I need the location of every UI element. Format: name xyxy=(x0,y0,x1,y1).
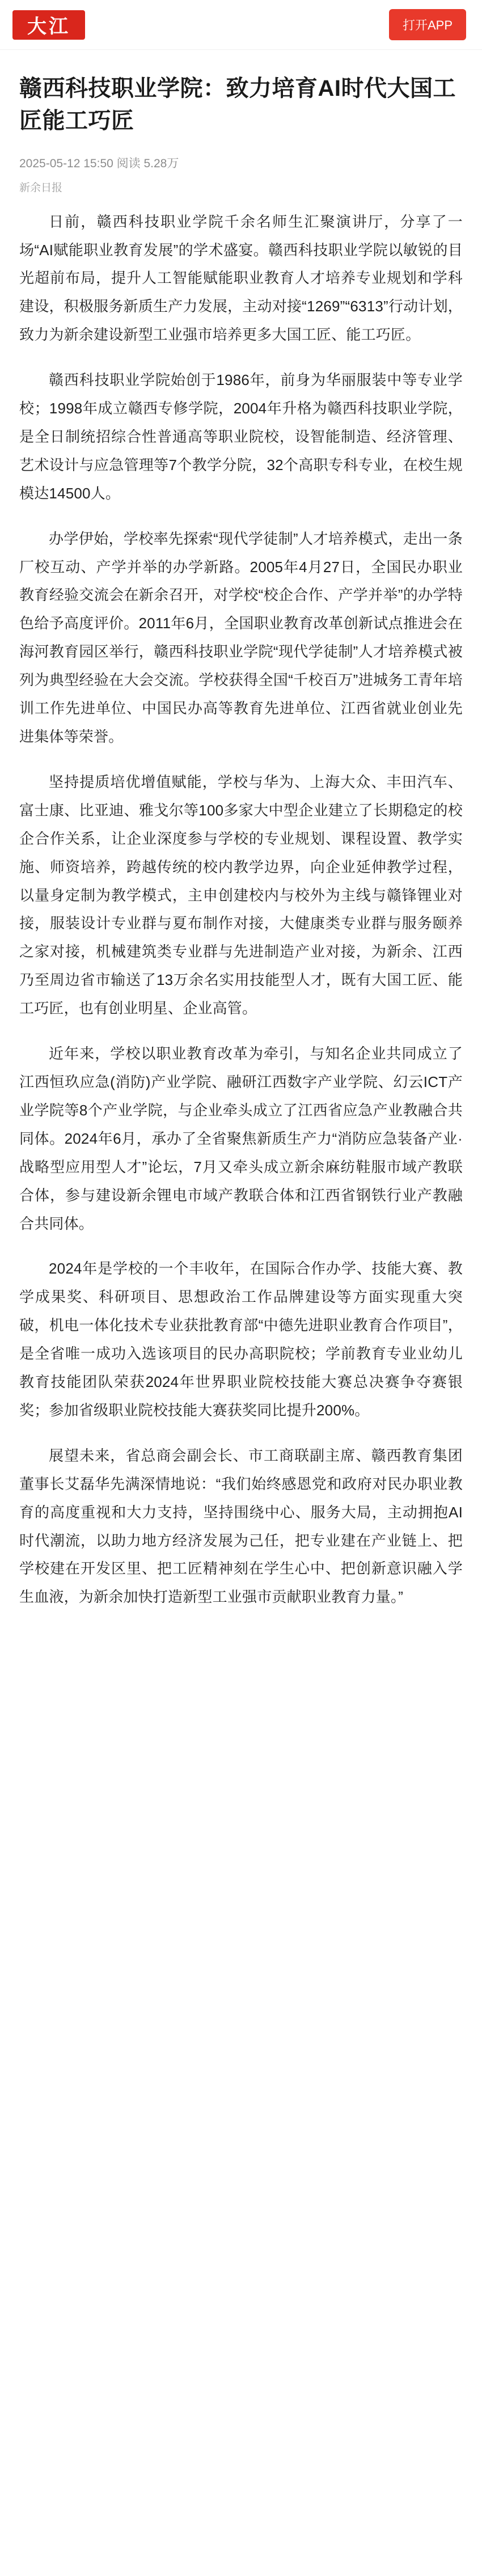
article-paragraph: 赣西科技职业学院始创于1986年，前身为华丽服装中等专业学校；1998年成立赣西专修学院，2004年升格为赣西科技职业学院，是全日制统招综合性普通高等职业院校，设智能制造、经济管理、艺术设计与应急管理等7个教学分院，32个高职专科专业，在校生规模达14500人。 xyxy=(19,371,463,502)
newspaper-logo-icon[interactable]: 大江 xyxy=(12,10,85,40)
open-app-button[interactable]: 打开APP xyxy=(389,9,466,40)
article-container xyxy=(0,50,482,1663)
article-meta: 2025-05-12 15:50 阅读 5.28万 xyxy=(19,156,179,170)
article-paragraph: 展望未来，省总商会副会长、市工商联副主席、赣西教育集团董事长艾磊华先满深情地说：“我们始终感恩党和政府对民办职业教育的高度重视和大力支持，坚持围绕中心、服务大局，主动拥抱AI时代潮流，以助力地方经济发展为己任，把专业建在产业链上、把学校建在开发区里、把工匠精神刻在学生心中、把创新意识融入学生血液，为新余加快打造新型工业强市贡献职业教育力量。” xyxy=(19,1446,463,1606)
article-source: 新余日报 xyxy=(19,181,63,194)
brand[interactable] xyxy=(12,10,85,40)
article-paragraph: 2024年是学校的一个丰收年，在国际合作办学、技能大赛、教学成果奖、科研项目、思想政治工作品牌建设等方面实现重大突破，机电一体化技术专业获批教育部“中德先进职业教育合作项目”，是全省唯一成功入选该项目的民办高职院校；学前教育专业业幼儿教育技能团队荣获2024年世界职业院校技能大赛总决赛争夺赛银奖；参加省级职业院校技能大赛获奖同比提升200%。 xyxy=(19,1260,463,1419)
article-paragraph: 办学伊始，学校率先探索“现代学徒制”人才培养模式，走出一条厂校互动、产学并举的办学新路。2005年4月27日，全国民办职业教育经验交流会在新余召开，对学校“校企合作、产学并举”的办学特色给予高度评价。2011年6月，全国职业教育改革创新试点推进会在海河教育园区举行，赣西科技职业学院“现代学徒制”人才培养模式被列为典型经验在大会交流。学校获得全国“千校百万”进城务工青年培训工作先进单位、中国民办高等教育先进单位、江西省就业创业先进集体等荣誉。 xyxy=(19,530,463,745)
article-paragraph: 坚持提质培优增值赋能，学校与华为、上海大众、丰田汽车、富士康、比亚迪、雅戈尔等100多家大中型企业建立了长期稳定的校企合作关系，让企业深度参与学校的专业规划、课程设置、教学实施、师资培养，跨越传统的校内教学边界，向企业延伸教学过程，以量身定制为教学模式，主申创建校内与校外为主线与赣锋锂业对接，服装设计专业群与夏布制作对接，大健康类专业群与服务颐养之家对接，机械建筑类专业群与先进制造产业对接，为新余、江西乃至周边省市输送了13万余名实用技能型人才，既有大国工匠、能工巧匠，也有创业明星、企业高管。 xyxy=(19,773,463,1017)
article-body xyxy=(19,208,463,1612)
article-paragraph: 日前，赣西科技职业学院千余名师生汇聚演讲厅，分享了一场“AI赋能职业教育发展”的学术盛宴。赣西科技职业学院以敏锐的目光超前布局，提升人工智能赋能职业教育人才培养专业规划和学科建设，积极服务新质生产力发展，主动对接“1269”“6313”行动计划，致力为新余建设新型工业强市培养更多大国工匠、能工巧匠。 xyxy=(19,213,463,344)
page-title: 赣西科技职业学院：致力培育AI时代大国工匠能工巧匠 xyxy=(19,76,456,133)
article-paragraph: 近年来，学校以职业教育改革为牵引，与知名企业共同成立了江西恒玖应急(消防)产业学院、融研江西数字产业学院、幻云ICT产业学院等8个产业学院，与企业牵头成立了江西省应急产业教融合共同体。2024年6月，承办了全省聚焦新质生产力“消防应急装备产业·战略型应用型人才”论坛，7月又牵头成立新余麻纺鞋服市域产教联合体，参与建设新余锂电市域产教联合体和江西省钢铁行业产教融合共同体。 xyxy=(19,1045,463,1232)
top-bar xyxy=(0,0,482,50)
